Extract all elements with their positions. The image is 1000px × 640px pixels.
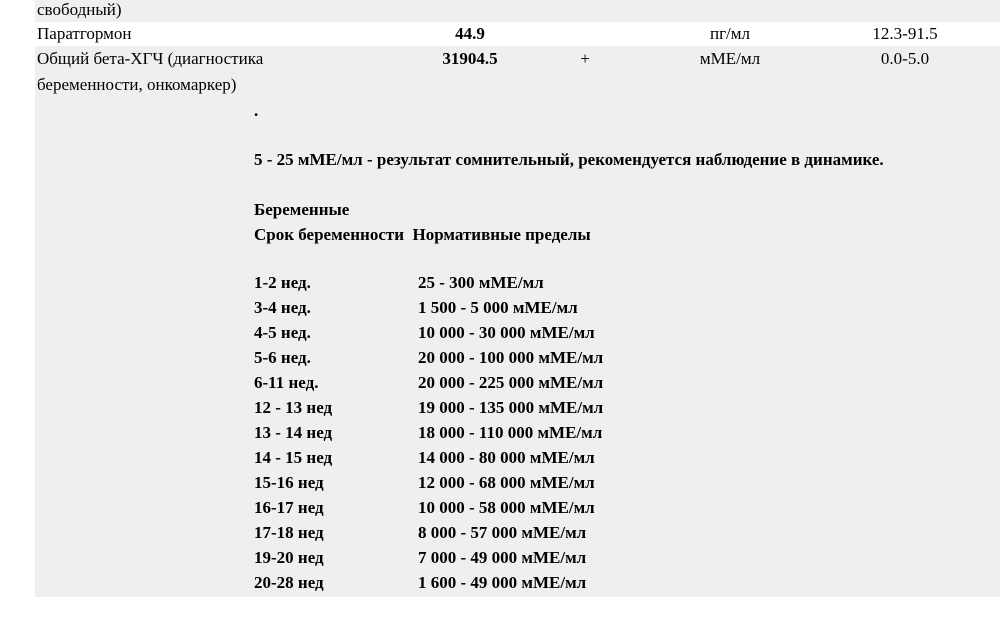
list-item	[254, 398, 854, 423]
week-range: 1 500 - 5 000 мМЕ/мл	[418, 298, 578, 317]
test-unit: мМЕ/мл	[699, 49, 761, 68]
week-range: 20 000 - 225 000 мМЕ/мл	[418, 373, 604, 392]
week-range: 20 000 - 100 000 мМЕ/мл	[418, 348, 604, 367]
comment-dot: .	[254, 101, 259, 120]
week-range: 7 000 - 49 000 мМЕ/мл	[418, 548, 587, 567]
week-range: 1 600 - 49 000 мМЕ/мл	[418, 573, 587, 592]
week-term: 14 - 15 нед	[254, 448, 333, 467]
comment-note: 5 - 25 мМЕ/мл - результат сомнительный, рекомендуется наблюдение в динамике.	[254, 150, 884, 169]
week-range: 19 000 - 135 000 мМЕ/мл	[418, 398, 604, 417]
list-item	[254, 373, 854, 398]
test-flag: +	[580, 49, 590, 68]
list-item	[254, 548, 854, 573]
week-term: 13 - 14 нед	[254, 423, 333, 442]
week-range: 10 000 - 30 000 мМЕ/мл	[418, 323, 595, 342]
list-item	[254, 348, 854, 373]
week-range: 8 000 - 57 000 мМЕ/мл	[418, 523, 587, 542]
list-item	[254, 423, 854, 448]
list-item	[254, 273, 854, 298]
week-term: 4-5 нед.	[254, 323, 311, 342]
test-reference: 12.3-91.5	[872, 24, 938, 43]
week-range: 18 000 - 110 000 мМЕ/мл	[418, 423, 603, 442]
week-term: 3-4 нед.	[254, 298, 311, 317]
group-title: Беременные	[254, 200, 350, 219]
week-range: 25 - 300 мМЕ/мл	[418, 273, 544, 292]
test-value: 44.9	[455, 24, 485, 43]
list-item	[254, 498, 854, 523]
test-unit: пг/мл	[709, 24, 751, 43]
test-reference: 0.0-5.0	[880, 49, 930, 68]
week-term: 6-11 нед.	[254, 373, 319, 392]
top-fragment-text: свободный)	[37, 0, 122, 19]
week-term: 15-16 нед	[254, 473, 324, 492]
week-range: 12 000 - 68 000 мМЕ/мл	[418, 473, 595, 492]
reference-table-header: Срок беременности Нормативные пределы	[254, 225, 591, 244]
test-name-line1: Общий бета-ХГЧ (диагностика	[37, 49, 264, 68]
list-item	[254, 298, 854, 323]
week-term: 12 - 13 нед	[254, 398, 333, 417]
week-term: 1-2 нед.	[254, 273, 311, 292]
test-value: 31904.5	[442, 49, 498, 68]
week-term: 20-28 нед	[254, 573, 324, 592]
week-range: 14 000 - 80 000 мМЕ/мл	[418, 448, 595, 467]
list-item	[254, 523, 854, 548]
row-band-top-fragment	[35, 0, 1000, 22]
test-name-line2: беременности, онкомаркер)	[37, 75, 237, 94]
week-term: 5-6 нед.	[254, 348, 311, 367]
list-item	[254, 323, 854, 348]
week-term: 17-18 нед	[254, 523, 324, 542]
test-name: Паратгормон	[37, 24, 132, 43]
list-item	[254, 448, 854, 473]
list-item	[254, 573, 854, 598]
week-term: 16-17 нед	[254, 498, 324, 517]
list-item	[254, 473, 854, 498]
week-range: 10 000 - 58 000 мМЕ/мл	[418, 498, 595, 517]
week-term: 19-20 нед	[254, 548, 324, 567]
